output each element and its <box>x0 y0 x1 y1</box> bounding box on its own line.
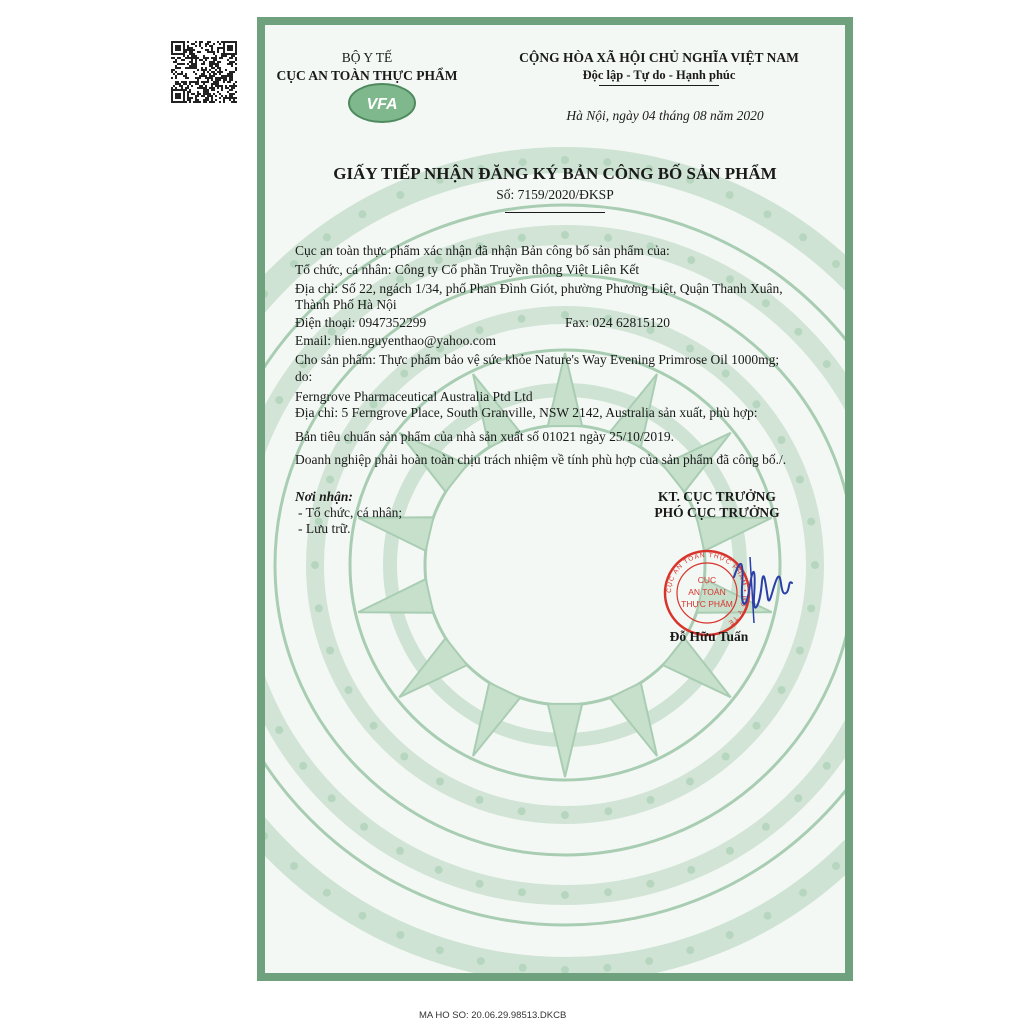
national-motto: Độc lập - Tự do - Hạnh phúc <box>582 68 736 82</box>
drum-ring-mark <box>645 957 653 965</box>
stamp-line-2: AN TOÀN <box>688 587 726 597</box>
drum-ring-mark <box>811 561 819 569</box>
drum-ring-mark <box>370 722 378 730</box>
drum-ring-mark <box>722 753 730 761</box>
drum-ring-mark <box>823 360 831 368</box>
stamp-line-1: CỤC <box>697 575 717 585</box>
agency-name: CỤC AN TOÀN THỰC PHẨM <box>276 68 458 83</box>
drum-ring-mark <box>299 762 307 770</box>
drum-ring-mark <box>359 210 367 218</box>
drum-ring-mark <box>796 476 804 484</box>
drum-ring-mark <box>435 866 443 874</box>
drum-ring-mark <box>561 231 569 239</box>
drum-ring-mark <box>396 191 404 199</box>
drum-ring-mark <box>518 888 526 896</box>
drum-ring-mark <box>561 811 569 819</box>
country-name: CỘNG HÒA XÃ HỘI CHỦ NGHĨA VIỆT NAM <box>519 50 799 65</box>
stamp-line-3: THỰC PHẨM <box>681 599 733 609</box>
drum-ring-mark <box>762 299 770 307</box>
drum-ring-mark <box>326 647 334 655</box>
drum-star-ray <box>473 683 520 756</box>
recipients-heading: Nơi nhận: <box>295 489 353 504</box>
motto-underline <box>599 85 719 86</box>
drum-ring-mark <box>687 866 695 874</box>
drum-ring-mark <box>311 561 319 569</box>
drum-ring-mark <box>647 796 655 804</box>
drum-ring-mark <box>807 604 815 612</box>
drum-ring-mark <box>518 807 526 815</box>
drum-ring-mark <box>832 260 840 268</box>
drum-ring-mark <box>686 778 694 786</box>
drum-ring-mark <box>799 233 807 241</box>
drum-ring-mark <box>323 889 331 897</box>
drum-ring-mark <box>646 880 654 888</box>
drum-ring-mark <box>823 762 831 770</box>
vfa-logo <box>347 82 417 124</box>
drum-ring-mark <box>476 880 484 888</box>
drum-ring-mark <box>436 946 444 954</box>
drum-ring-mark <box>315 604 323 612</box>
drum-ring-mark <box>328 794 336 802</box>
recipient-item-2: - Lưu trữ. <box>298 521 351 536</box>
drum-ring-mark <box>518 234 526 242</box>
product-line-2: do: <box>295 369 313 384</box>
document-title: GIẤY TIẾP NHẬN ĐĂNG KÝ BẢN CÔNG BỐ SẢN PHẨM <box>333 164 777 183</box>
drum-ring-mark <box>687 256 695 264</box>
drum-ring-mark <box>345 686 353 694</box>
drum-ring-mark <box>561 156 569 164</box>
drum-ring-mark <box>726 191 734 199</box>
drum-ring-mark <box>275 396 283 404</box>
drum-ring-mark <box>436 778 444 786</box>
drum-ring-mark <box>832 862 840 870</box>
drum-ring-mark <box>518 315 526 323</box>
phone: Điện thoại: 0947352299 <box>295 315 427 330</box>
handwritten-signature <box>730 547 800 627</box>
drum-ring-mark <box>326 476 334 484</box>
manufacturer-address: Địa chỉ: 5 Ferngrove Place, South Granville, NSW 2142, Australia sản xuất, phù hợp: <box>295 405 758 420</box>
drum-ring-mark <box>762 823 770 831</box>
certificate-document <box>257 17 853 981</box>
vfa-logo-text: VFA <box>366 96 398 113</box>
drum-ring-mark <box>604 888 612 896</box>
drum-ring-mark <box>726 931 734 939</box>
drum-ring-mark <box>796 647 804 655</box>
drum-ring-mark <box>799 889 807 897</box>
drum-ring-mark <box>604 807 612 815</box>
qr-code <box>171 41 237 103</box>
drum-ring-mark <box>604 234 612 242</box>
drum-ring-mark <box>753 722 761 730</box>
drum-ring-mark <box>764 210 772 218</box>
product-line-1: Cho sản phẩm: Thực phẩm bảo vệ sức khỏe Nature's Way Evening Primrose Oil 1000mg; <box>295 352 780 367</box>
certificate-paper <box>265 25 845 973</box>
drum-ring-mark <box>396 931 404 939</box>
drum-ring-mark <box>722 370 730 378</box>
drum-ring-mark <box>360 823 368 831</box>
signer-title-2: PHÓ CỤC TRƯỞNG <box>654 505 780 520</box>
drum-ring-mark <box>323 233 331 241</box>
drum-ring-mark <box>400 753 408 761</box>
fax: Fax: 024 62815120 <box>565 315 671 330</box>
title-underline <box>505 212 605 213</box>
ministry-name: BỘ Y TẾ <box>341 50 393 65</box>
standard-statement: Bản tiêu chuẩn sản phẩm của nhà sản xuất số 01021 ngày 25/10/2019. <box>295 429 675 444</box>
manufacturer: Ferngrove Pharmaceutical Australia Ptd Ltd <box>295 389 533 404</box>
dossier-code: MA HO SO: 20.06.29.98513.DKCB <box>419 1010 567 1021</box>
drum-ring-mark <box>275 726 283 734</box>
address-line-1: Địa chỉ: Số 22, ngách 1/34, phố Phan Đình Giót, phường Phương Liệt, Quận Thanh Xuân, <box>295 281 783 296</box>
organization: Tổ chức, cá nhân: Công ty Cổ phần Truyền thông Việt Liên Kết <box>295 262 640 277</box>
drum-ring-mark <box>686 946 694 954</box>
drum-ring-mark <box>778 686 786 694</box>
drum-ring-mark <box>290 862 298 870</box>
signer-title-1: KT. CỤC TRƯỞNG <box>658 489 776 504</box>
drum-ring-mark <box>400 370 408 378</box>
recipient-item-1: - Tổ chức, cá nhân; <box>298 505 403 520</box>
drum-ring-mark <box>477 957 485 965</box>
responsibility-statement: Doanh nghiệp phải hoàn toàn chịu trách nhiệm về tính phù hợp của sản phẩm đã công bố./. <box>295 452 787 467</box>
drum-ring-mark <box>396 847 404 855</box>
drum-ring-mark <box>807 518 815 526</box>
document-number: Số: 7159/2020/ĐKSP <box>496 187 614 202</box>
issue-date: Hà Nội, ngày 04 tháng 08 năm 2020 <box>566 108 764 123</box>
drum-ring-mark <box>561 891 569 899</box>
drum-star-ray <box>610 683 657 756</box>
drum-ring-mark <box>794 328 802 336</box>
email: Email: hien.nguyenthao@yahoo.com <box>295 333 497 348</box>
body-intro: Cục an toàn thực phẩm xác nhận đã nhận Bản công bố sản phẩm của: <box>295 243 670 258</box>
drum-ring-mark <box>603 964 611 972</box>
drum-ring-mark <box>476 796 484 804</box>
stamp-ring-text: CỤC AN TOÀN THỰC PHẨM • BỘ Y TẾ <box>665 551 749 627</box>
signer-name: Đỗ Hữu Tuấn <box>669 629 749 644</box>
drum-ring-mark <box>726 847 734 855</box>
drum-ring-mark <box>778 436 786 444</box>
drum-ring-mark <box>359 912 367 920</box>
drum-ring-mark <box>794 794 802 802</box>
drum-ring-mark <box>519 964 527 972</box>
drum-ring-mark <box>764 912 772 920</box>
address-line-2: Thành Phố Hà Nội <box>295 297 397 312</box>
